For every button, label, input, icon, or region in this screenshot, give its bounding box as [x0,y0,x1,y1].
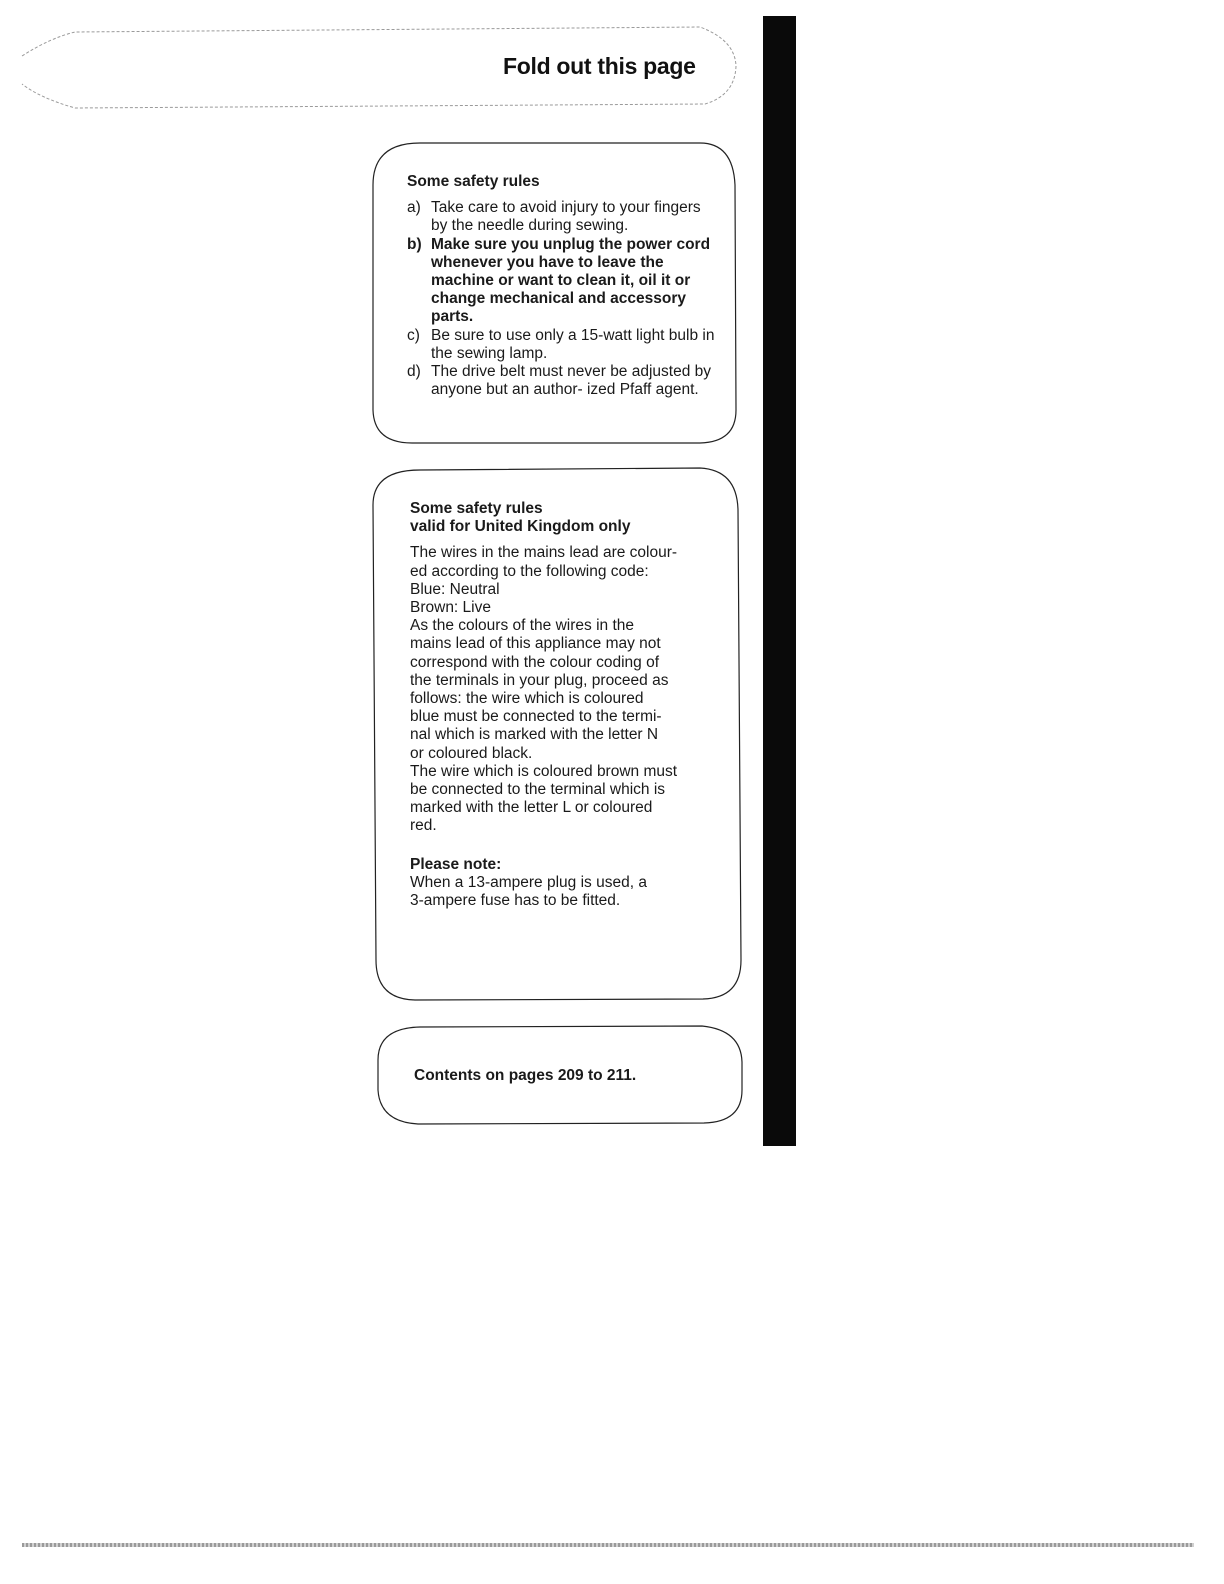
safety-rule-letter: b) [407,235,422,253]
uk-rules-line: or coloured black. [410,744,533,762]
uk-rules-line: correspond with the colour coding of [410,653,660,671]
please-note-title: Please note: [410,855,502,873]
uk-rules-line: mains lead of this appliance may not [410,635,661,653]
safety-rule-letter: c) [407,326,420,344]
safety-rule-item [407,363,717,399]
uk-rules-line: red. [410,817,437,835]
safety-rule-item [407,327,717,363]
note-line: 3-ampere fuse has to be fitted. [410,892,621,910]
safety-rule-text: Be sure to use only a 15-watt light bulb in the sewing lamp. [431,326,715,362]
safety-rule-letter: d) [407,363,421,381]
safety-rule-item [407,236,717,327]
uk-rules-line: the terminals in your plug, proceed as [410,671,669,689]
safety-rule-letter: a) [407,199,421,217]
note-line: When a 13-ampere plug is used, a [410,873,647,891]
safety-rule-text: Make sure you unplug the power cord whenever you have to leave the machine or want to clean it, oil it or change mechanical and accessory parts. [431,235,711,326]
contents-reference: Contents on pages 209 to 211. [414,1067,637,1084]
safety-rule-item [407,199,717,235]
uk-rules-line: blue must be connected to the termi- [410,708,662,726]
uk-rules-line: follows: the wire which is coloured [410,690,644,708]
uk-rules-line: The wire which is coloured brown must [410,762,678,780]
uk-rules-line: Blue: Neutral [410,580,500,598]
uk-rules-line: marked with the letter L or coloured [410,799,653,817]
safety-rule-text: Take care to avoid injury to your fingers by the needle during sewing. [431,199,701,235]
safety-rule-text: The drive belt must never be adjusted by anyone but an author- ized Pfaff agent. [431,363,712,399]
uk-rules-heading-line2: valid for United Kingdom only [410,518,631,536]
footer-rule [22,1543,1194,1547]
uk-rules-line: The wires in the mains lead are colour- [410,544,678,562]
uk-rules-line: be connected to the terminal which is [410,781,666,799]
safety-rules-heading: Some safety rules [407,173,540,190]
fold-out-title: Fold out this page [503,53,696,79]
safety-rules-box [407,173,717,399]
uk-rules-heading-line1: Some safety rules [410,500,543,517]
page-edge-bar [763,16,796,1146]
uk-rules-line: As the colours of the wires in the [410,617,635,635]
uk-rules-box [410,500,728,910]
uk-rules-line: Brown: Live [410,599,491,617]
uk-rules-line: ed according to the following code: [410,562,649,580]
uk-rules-line: nal which is marked with the letter N [410,726,659,744]
